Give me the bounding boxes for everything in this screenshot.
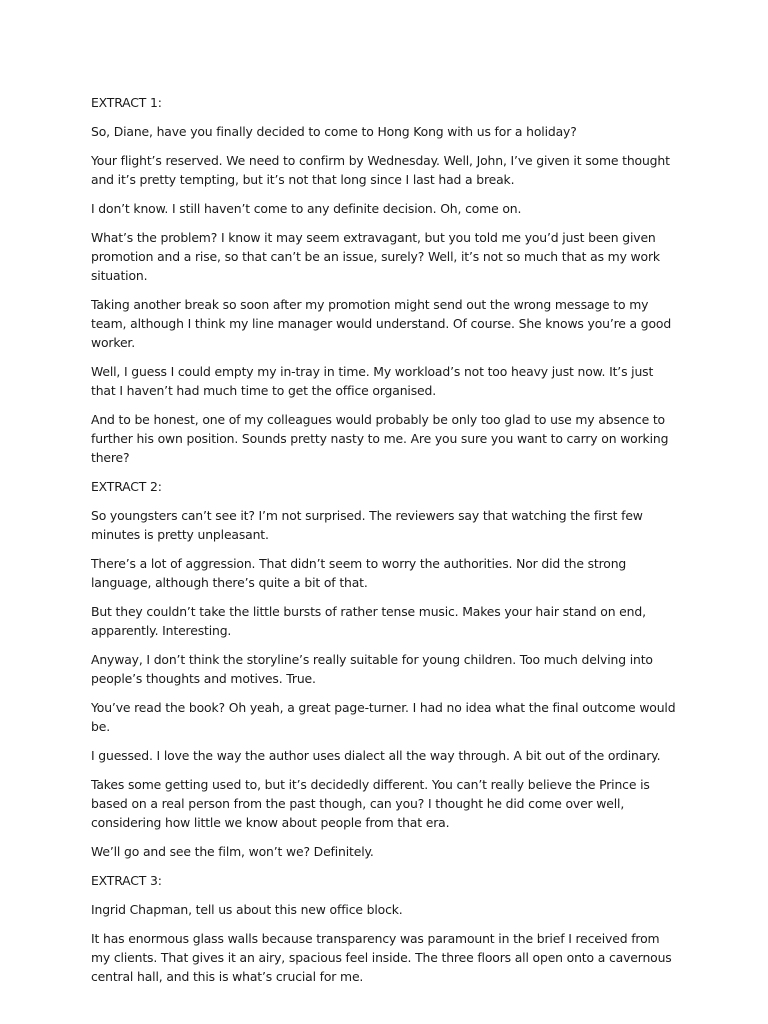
paragraph: I guessed. I love the way the author uses dialect all the way through. A bit out of the ordinary. bbox=[91, 748, 661, 763]
paragraph: Takes some getting used to, but it’s decidedly different. You can’t really believe the Prince is based on a real person from the past though, can you? I thought he did come over well, considering how little we know about people from that era. bbox=[91, 777, 650, 830]
paragraph: We’ll go and see the film, won’t we? Definitely. bbox=[91, 844, 374, 859]
extract-heading: EXTRACT 3: bbox=[91, 873, 162, 888]
paragraph: You’ve read the book? Oh yeah, a great page-turner. I had no idea what the final outcome would be. bbox=[91, 700, 676, 734]
extract-heading: EXTRACT 1: bbox=[91, 95, 162, 110]
paragraph: Well, I guess I could empty my in-tray in time. My workload’s not too heavy just now. It’s just that I haven’t had much time to get the office organised. bbox=[91, 364, 654, 398]
paragraph: Anyway, I don’t think the storyline’s really suitable for young children. Too much delving into people’s thoughts and motives. True. bbox=[91, 652, 653, 686]
paragraph: Taking another break so soon after my promotion might send out the wrong message to my team, although I think my line manager would understand. Of course. She knows you’re a good worker. bbox=[91, 297, 672, 350]
paragraph: So youngsters can’t see it? I’m not surprised. The reviewers say that watching the first few minutes is pretty unpleasant. bbox=[91, 508, 643, 542]
document-body bbox=[91, 93, 681, 996]
paragraph: And to be honest, one of my colleagues would probably be only too glad to use my absence to further his own position. Sounds pretty nasty to me. Are you sure you want to carry on working there? bbox=[91, 412, 669, 465]
paragraph: It has enormous glass walls because transparency was paramount in the brief I received from my clients. That gives it an airy, spacious feel inside. The three floors all open onto a cavernous central hall, and this is what’s crucial for me. bbox=[91, 931, 672, 984]
paragraph: But they couldn’t take the little bursts of rather tense music. Makes your hair stand on end, apparently. Interesting. bbox=[91, 604, 646, 638]
extract-heading: EXTRACT 2: bbox=[91, 479, 162, 494]
paragraph: Your flight’s reserved. We need to confirm by Wednesday. Well, John, I’ve given it some thought and it’s pretty tempting, but it’s not that long since I last had a break. bbox=[91, 153, 670, 187]
paragraph: I don’t know. I still haven’t come to any definite decision. Oh, come on. bbox=[91, 201, 522, 216]
paragraph: There’s a lot of aggression. That didn’t seem to worry the authorities. Nor did the strong language, although there’s quite a bit of that. bbox=[91, 556, 627, 590]
paragraph: What’s the problem? I know it may seem extravagant, but you told me you’d just been given promotion and a rise, so that can’t be an issue, surely? Well, it’s not so much that as my work situation. bbox=[91, 230, 660, 283]
paragraph: So, Diane, have you finally decided to come to Hong Kong with us for a holiday? bbox=[91, 124, 577, 139]
paragraph: Ingrid Chapman, tell us about this new office block. bbox=[91, 902, 403, 917]
